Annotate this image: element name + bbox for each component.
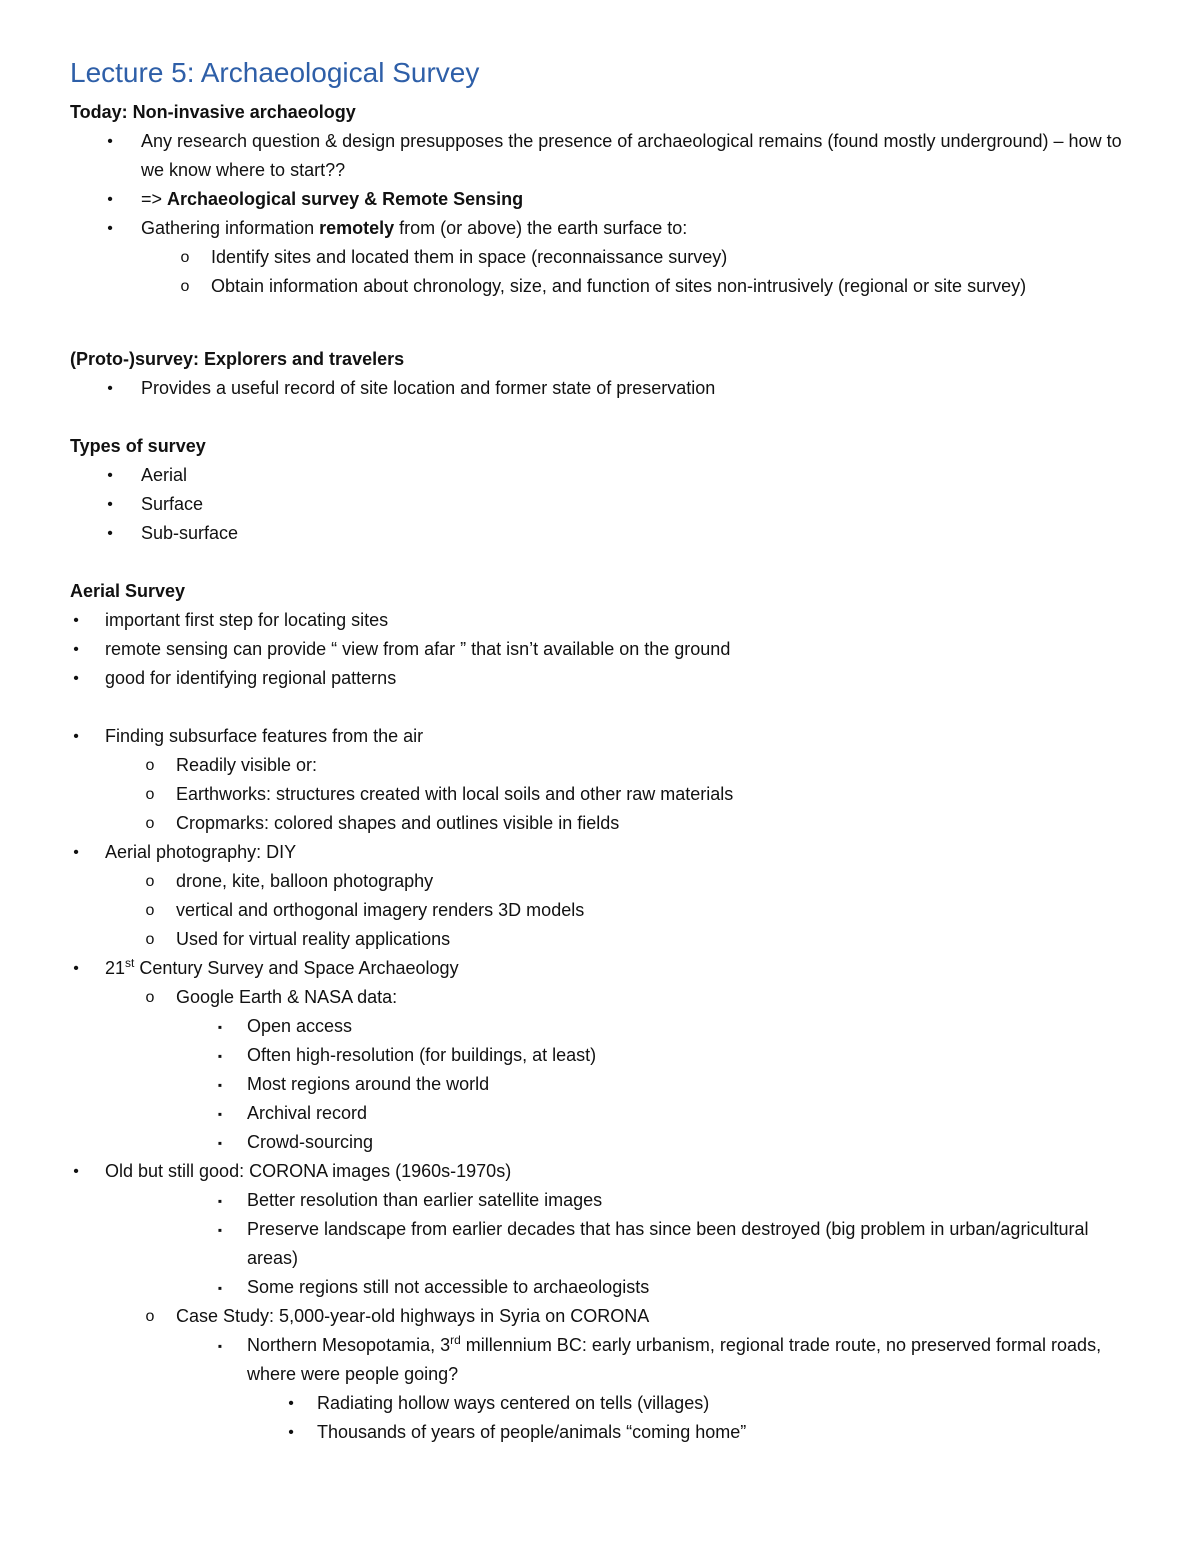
text-run: Century Survey and Space Archaeology <box>134 958 459 978</box>
bullet-icon: • <box>73 960 79 977</box>
list-item-text: Any research question & design presupposes the presence of archaeological remains (found mostly underground) – how to we know where to start?? <box>141 131 1122 180</box>
square-bullet-icon: ▪ <box>217 1049 223 1063</box>
spacer <box>70 301 1140 345</box>
circle-bullet-icon: o <box>145 815 155 832</box>
spacer <box>70 403 1140 432</box>
square-bullet-icon: ▪ <box>217 1136 223 1150</box>
sub-list-item <box>70 243 1140 272</box>
bullet-icon: • <box>288 1395 294 1412</box>
list-item-text <box>247 1331 1140 1389</box>
circle-bullet-icon: o <box>180 278 190 295</box>
sub-sub-list-item <box>70 1099 1140 1128</box>
circle-bullet-icon: o <box>180 249 190 266</box>
sub-list-item <box>70 896 1140 925</box>
bullet-icon: • <box>73 670 79 687</box>
bullet-icon: • <box>73 844 79 861</box>
list-item <box>70 635 1140 664</box>
text-run: 21 <box>105 958 126 978</box>
list-item-text: remote sensing can provide “ view from afar ” that isn’t available on the ground <box>105 639 731 659</box>
list-item-text: Used for virtual reality applications <box>176 929 451 949</box>
circle-bullet-icon: o <box>145 1308 155 1325</box>
list-item-text: Old but still good: CORONA images (1960s-1970s) <box>105 1161 512 1181</box>
list-item-text: Some regions still not accessible to archaeologists <box>247 1277 650 1297</box>
bullet-icon: • <box>73 641 79 658</box>
bullet-icon: • <box>288 1424 294 1441</box>
section-heading-types: Types of survey <box>70 436 206 456</box>
list-item <box>70 606 1140 635</box>
square-bullet-icon: ▪ <box>217 1194 223 1208</box>
circle-bullet-icon: o <box>145 757 155 774</box>
bullet-icon: • <box>73 1163 79 1180</box>
list-item-text <box>141 214 1140 243</box>
sub-list-item <box>70 1302 1140 1331</box>
list-item-text: vertical and orthogonal imagery renders 3D models <box>176 900 585 920</box>
list-item <box>70 214 1140 243</box>
sub-sub-list-item <box>70 1012 1140 1041</box>
bullet-icon: • <box>107 380 113 397</box>
sub-list-item <box>70 780 1140 809</box>
list-item-text: Case Study: 5,000-year-old highways in Syria on CORONA <box>176 1306 650 1326</box>
list-item-text: Google Earth & NASA data: <box>176 987 398 1007</box>
list-item-text: Readily visible or: <box>176 755 318 775</box>
page-title: Lecture 5: Archaeological Survey <box>70 57 480 88</box>
list-item <box>70 722 1140 751</box>
section-heading-aerial: Aerial Survey <box>70 581 186 601</box>
list-item <box>70 374 1140 403</box>
list-item <box>70 519 1140 548</box>
sub-sub-list-item <box>70 1070 1140 1099</box>
bullet-icon: • <box>73 612 79 629</box>
sub-sub-list-item <box>70 1273 1140 1302</box>
sub-sub-list-item <box>70 1186 1140 1215</box>
list-item <box>70 461 1140 490</box>
list-item-text: Preserve landscape from earlier decades that has since been destroyed (big problem in urban/agricultural areas) <box>247 1219 1089 1268</box>
sub-sub-list-item <box>70 1331 1140 1389</box>
list-item <box>70 954 1140 983</box>
list-item-text: Crowd-sourcing <box>247 1132 374 1152</box>
sub-list-item <box>70 983 1140 1012</box>
list-item <box>70 838 1140 867</box>
sub-list-item <box>70 272 1140 301</box>
bold-text: Archaeological survey & Remote Sensing <box>167 189 524 209</box>
list-item-text: Provides a useful record of site location and former state of preservation <box>141 378 716 398</box>
section-heading-proto: (Proto-)survey: Explorers and travelers <box>70 349 405 369</box>
circle-bullet-icon: o <box>145 902 155 919</box>
list-item-text: Finding subsurface features from the air <box>105 726 424 746</box>
spacer <box>70 693 1140 722</box>
text-run: from (or above) the earth surface to: <box>394 218 688 238</box>
circle-bullet-icon: o <box>145 931 155 948</box>
list-item <box>70 490 1140 519</box>
list-item-text: Obtain information about chronology, size, and function of sites non-intrusively (regional or site survey) <box>211 276 1027 296</box>
list-item-text: Often high-resolution (for buildings, at least) <box>247 1045 597 1065</box>
bullet-icon: • <box>107 525 113 542</box>
square-bullet-icon: ▪ <box>217 1339 223 1353</box>
list-item-text: Aerial photography: DIY <box>105 842 297 862</box>
superscript: rd <box>450 1333 461 1347</box>
list-item-text: Most regions around the world <box>247 1074 490 1094</box>
sub-list-item <box>70 925 1140 954</box>
section-heading-today: Today: Non-invasive archaeology <box>70 102 356 122</box>
circle-bullet-icon: o <box>145 873 155 890</box>
superscript: st <box>125 956 135 970</box>
list-item-text: Surface <box>141 494 204 514</box>
list-item-text: Identify sites and located them in space (reconnaissance survey) <box>211 247 728 267</box>
list-item-text: Archival record <box>247 1103 368 1123</box>
list-item-text <box>105 954 1140 983</box>
spacer <box>70 548 1140 577</box>
list-item-text: Radiating hollow ways centered on tells (villages) <box>317 1393 710 1413</box>
list-item-text <box>141 185 1140 214</box>
list-item-prefix: => <box>141 189 168 209</box>
sub-sub-sub-list-item <box>70 1389 1140 1418</box>
text-run: Gathering information <box>141 218 320 238</box>
sub-list-item <box>70 867 1140 896</box>
bullet-icon: • <box>107 191 113 208</box>
list-item <box>70 1157 1140 1186</box>
list-item-text: Better resolution than earlier satellite images <box>247 1190 603 1210</box>
list-item <box>70 664 1140 693</box>
circle-bullet-icon: o <box>145 989 155 1006</box>
list-item-text: Earthworks: structures created with local soils and other raw materials <box>176 784 734 804</box>
square-bullet-icon: ▪ <box>217 1020 223 1034</box>
list-item <box>70 127 1140 185</box>
list-item-text: good for identifying regional patterns <box>105 668 397 688</box>
circle-bullet-icon: o <box>145 786 155 803</box>
bullet-icon: • <box>107 220 113 237</box>
sub-list-item <box>70 751 1140 780</box>
bullet-icon: • <box>107 133 113 150</box>
square-bullet-icon: ▪ <box>217 1107 223 1121</box>
text-run: millennium BC: early urbanism, regional trade route, no preserved formal roads, where were people going? <box>247 1335 1102 1384</box>
bullet-icon: • <box>73 728 79 745</box>
bullet-icon: • <box>107 467 113 484</box>
list-item-text: Aerial <box>141 465 188 485</box>
sub-sub-list-item <box>70 1128 1140 1157</box>
list-item-text: Sub-surface <box>141 523 239 543</box>
text-run: Northern Mesopotamia, 3 <box>247 1335 451 1355</box>
list-item-text: Open access <box>247 1016 353 1036</box>
sub-sub-list-item <box>70 1041 1140 1070</box>
list-item-text: Thousands of years of people/animals “coming home” <box>317 1422 747 1442</box>
list-item-text: Cropmarks: colored shapes and outlines visible in fields <box>176 813 620 833</box>
bullet-icon: • <box>107 496 113 513</box>
square-bullet-icon: ▪ <box>217 1078 223 1092</box>
sub-list-item <box>70 809 1140 838</box>
square-bullet-icon: ▪ <box>217 1281 223 1295</box>
sub-sub-list-item <box>70 1215 1140 1273</box>
list-item-text: drone, kite, balloon photography <box>176 871 434 891</box>
sub-sub-sub-list-item <box>70 1418 1140 1447</box>
square-bullet-icon: ▪ <box>217 1223 223 1237</box>
bold-text: remotely <box>319 218 395 238</box>
list-item <box>70 185 1140 214</box>
list-item-text: important first step for locating sites <box>105 610 389 630</box>
